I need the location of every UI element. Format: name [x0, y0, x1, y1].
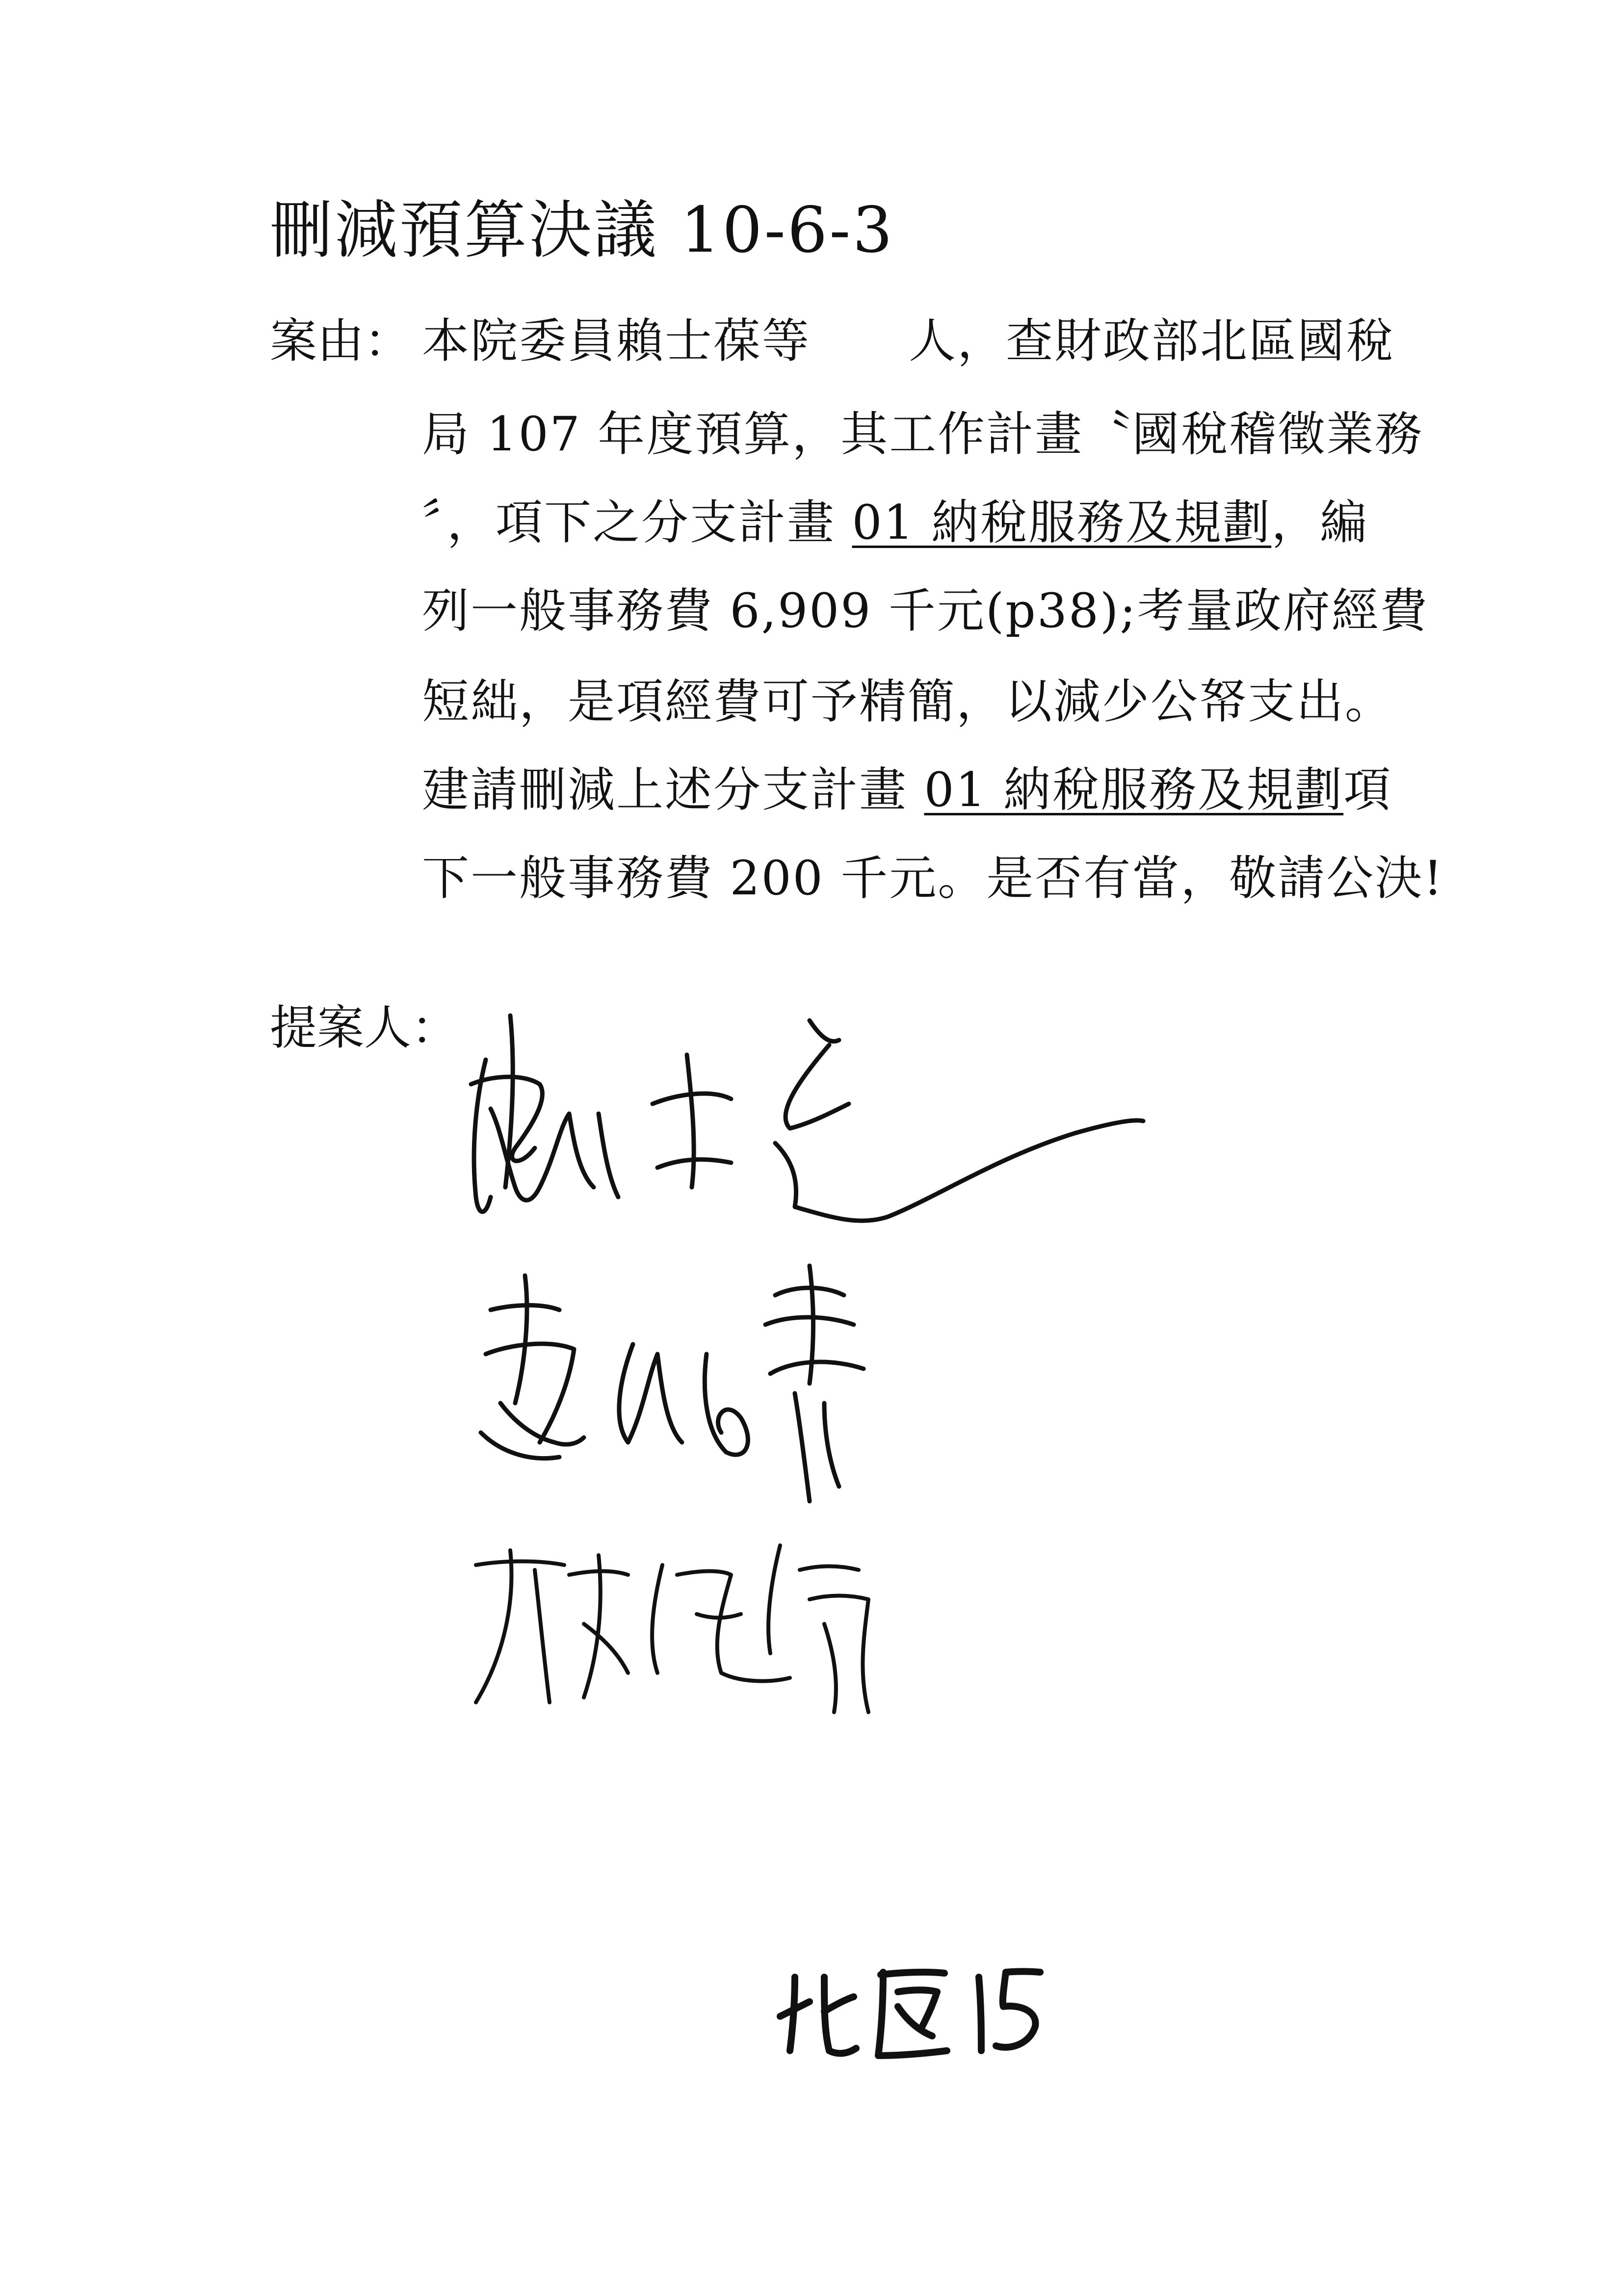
signature-1-drawing — [456, 1001, 1163, 1256]
proposer-label: 提案人： — [270, 1000, 458, 1055]
handwritten-note-drawing — [775, 1957, 1050, 2065]
body-line-7: 下一般事務費 200 千元。是否有當，敬請公決! — [422, 851, 1444, 906]
subplan-name-underlined-2: 01 納稅服務及規劃 — [924, 762, 1344, 817]
body-line-1 — [422, 314, 1394, 368]
body-line-6 — [422, 763, 1392, 817]
body-line-1-part-a: 本院委員賴士葆等 — [422, 313, 811, 368]
body-line-3-pre: 〞，項下之分支計畫 — [422, 495, 852, 550]
signature-2-drawing — [471, 1256, 962, 1511]
handwritten-note — [775, 1957, 1050, 2067]
document-title: 刪減預算決議 10-6-3 — [270, 194, 894, 267]
signature-3 — [466, 1526, 908, 1732]
body-line-5: 短絀，是項經費可予精簡，以減少公帑支出。 — [422, 674, 1393, 729]
signature-2 — [471, 1256, 962, 1511]
subplan-name-underlined: 01 納稅服務及規劃 — [852, 495, 1272, 550]
body-line-6-post: 項 — [1343, 762, 1392, 817]
reason-label: 案由： — [270, 313, 411, 368]
body-line-4: 列一般事務費 6,909 千元(p38);考量政府經費 — [422, 583, 1429, 638]
body-line-3-post: ，編 — [1271, 495, 1369, 550]
body-line-3 — [422, 496, 1368, 549]
body-line-2: 局 107 年度預算，其工作計畫〝國稅稽徵業務 — [422, 407, 1424, 462]
body-line-1-part-b: 人，查財政部北區國稅 — [909, 313, 1394, 368]
signature-1 — [456, 1001, 1163, 1256]
signature-3-drawing — [466, 1526, 908, 1732]
body-line-6-pre: 建請刪減上述分支計畫 — [422, 762, 924, 817]
